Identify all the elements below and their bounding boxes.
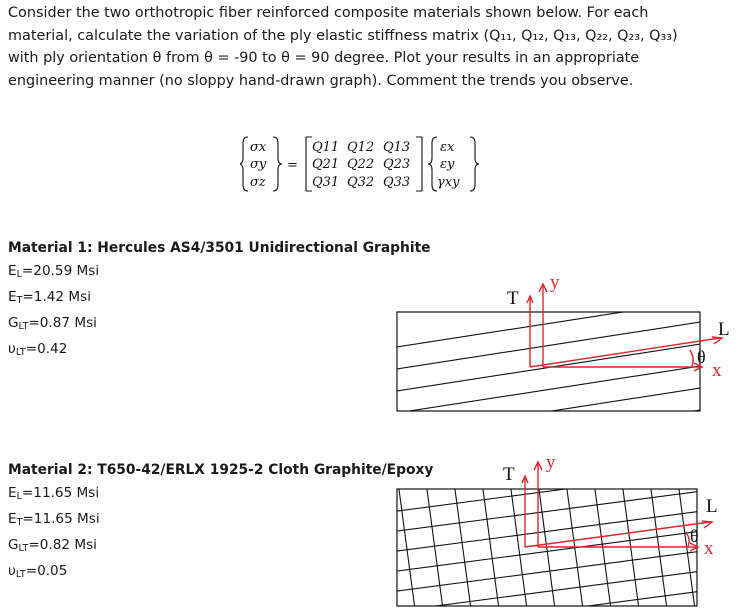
- q23: Q23: [383, 157, 411, 172]
- strain-y: εy: [440, 157, 455, 172]
- material-1-title: Material 1: Hercules AS4/3501 Unidirectional Graphite: [8, 240, 431, 256]
- q31: Q31: [312, 175, 340, 190]
- label-T: T: [507, 288, 519, 309]
- label-x: x: [712, 360, 722, 381]
- label-y: y: [550, 272, 560, 293]
- q13: Q13: [383, 140, 411, 155]
- problem-line-3: with ply orientation θ from θ = -90 to θ = 90 degree. Plot your results in an appropriate: [8, 50, 640, 66]
- q21: Q21: [312, 157, 340, 172]
- material-2-title: Material 2: T650-42/ERLX 1925-2 Cloth Graphite/Epoxy: [8, 462, 434, 478]
- stress-y: σy: [250, 157, 267, 172]
- q32: Q32: [347, 175, 375, 190]
- q11: Q11: [312, 140, 340, 155]
- strain-x: εx: [440, 140, 455, 155]
- q33: Q33: [383, 175, 411, 190]
- material-2-ply-diagram: [390, 452, 750, 610]
- problem-line-4: engineering manner (no sloppy hand-drawn graph). Comment the trends you observe.: [8, 72, 634, 89]
- label-L: L: [706, 496, 718, 517]
- material-2-el: $E_L=11.65$ Msi: [8, 485, 100, 502]
- constitutive-equation: [240, 134, 520, 194]
- material-1-et: $E_T=1.42$ Msi: [8, 289, 91, 306]
- problem-line-2: material, calculate the variation of the ply elastic stiffness matrix (Q₁₁, Q₁₂, Q₁₃, Q₂₂, Q₂₃, Q₃₃): [8, 27, 678, 44]
- material-1-el: $E_L=20.59$ Msi: [8, 263, 100, 280]
- label-theta: θ: [690, 526, 699, 546]
- material-2-glt: $G_{LT}=0.82$ Msi: [8, 537, 97, 554]
- label-x: x: [704, 538, 714, 559]
- material-1-ply-diagram: [390, 270, 750, 416]
- material-2-et: $E_T=11.65$ Msi: [8, 511, 100, 528]
- material-2-section: [8, 459, 433, 586]
- problem-statement: [8, 2, 750, 92]
- strain-xy: γxy: [437, 175, 460, 190]
- q12: Q12: [347, 140, 375, 155]
- problem-line-1: Consider the two orthotropic fiber reinforced composite materials shown below. For each: [8, 5, 649, 21]
- material-1-section: [8, 237, 431, 364]
- material-1-glt: $G_{LT}=0.87$ Msi: [8, 315, 97, 332]
- stress-x: σx: [250, 140, 267, 155]
- stress-z: σz: [250, 175, 266, 190]
- material-2-poisson: $\upsilon_{LT}=0.05$: [8, 563, 68, 580]
- equals-sign: =: [287, 158, 298, 173]
- label-theta: θ: [697, 347, 706, 367]
- label-L: L: [718, 319, 730, 340]
- label-y: y: [546, 452, 556, 473]
- q22: Q22: [347, 157, 375, 172]
- material-1-poisson: $\upsilon_{LT}=0.42$: [8, 341, 68, 358]
- label-T: T: [503, 464, 515, 485]
